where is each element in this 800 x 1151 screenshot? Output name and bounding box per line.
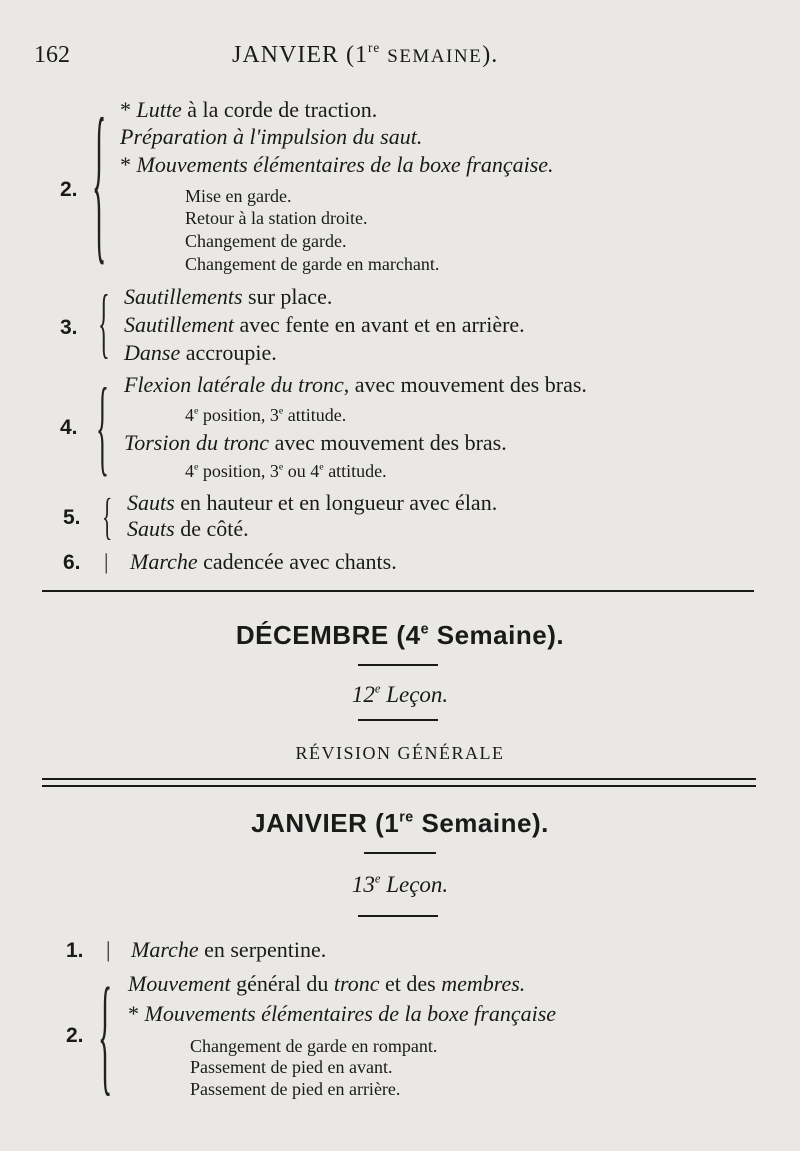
jan-item-2-line-2	[128, 1001, 556, 1027]
exercise-name: Préparation à l'impulsion du saut.	[120, 124, 423, 149]
exercise-name: Flexion latérale du tronc	[124, 372, 344, 397]
item-2-sub-3: Changement de garde.	[185, 231, 347, 251]
sub-text: 4	[185, 461, 194, 481]
exercise-detail: sur place.	[242, 284, 333, 309]
section-rule	[42, 590, 754, 592]
exercise-detail: avec mouvement des bras.	[269, 430, 507, 455]
exercise-name: Sautillements	[124, 284, 243, 309]
exercise-name: Mouvements élémentaires de la boxe française.	[136, 152, 554, 177]
sub-text: position, 3	[198, 461, 279, 481]
heading-week-sup: re	[399, 809, 414, 826]
exercise-detail: en hauteur et en longueur avec élan.	[174, 490, 498, 515]
lecon-number: 13	[351, 872, 375, 897]
item-3-line-1	[124, 284, 332, 310]
heading-month: DÉCEMBRE	[235, 620, 389, 650]
exercise-detail: accroupie.	[180, 340, 277, 365]
lecon-sup: e	[374, 871, 381, 886]
exercise-name: Sauts	[127, 490, 175, 515]
section-heading-december: DÉCEMBRE (4e Semaine).	[235, 620, 565, 650]
section-heading-january: JANVIER (1re Semaine).	[251, 808, 549, 838]
exercise-detail: à la corde de traction.	[181, 97, 378, 122]
jan-item-2-sub-1: Changement de garde en rompant.	[190, 1036, 438, 1056]
jan-item-2-number: 2.	[66, 1024, 84, 1047]
exercise-detail: cadencée avec chants.	[197, 549, 397, 574]
exercise-detail: en serpentine.	[198, 937, 327, 962]
exercise-name: tronc	[333, 971, 380, 996]
exercise-name: Sauts	[127, 516, 175, 541]
sub-text: attitude.	[283, 405, 347, 425]
lecon-word: Leçon.	[386, 872, 449, 897]
exercise-name: Sautillement	[124, 312, 234, 337]
exercise-name: Danse	[124, 340, 181, 365]
jan-item-1-number: 1.	[66, 939, 84, 962]
item-2-sub-2: Retour à la station droite.	[185, 208, 368, 228]
lecon-word: Leçon.	[386, 682, 449, 707]
item-5-line-2	[127, 516, 249, 542]
running-header-week-sup: re	[368, 40, 381, 56]
item-2-line-3	[120, 152, 554, 178]
jan-item-1-line	[131, 937, 326, 963]
heading-month: JANVIER	[251, 808, 368, 838]
sub-text: 4	[185, 405, 194, 425]
revision-generale: RÉVISION GÉNÉRALE	[295, 743, 505, 763]
brace-item-3: {	[98, 278, 110, 366]
item-3-line-3	[124, 340, 277, 366]
exercise-name: Marche	[130, 549, 198, 574]
exercise-detail: , avec mouvement des bras.	[343, 372, 587, 397]
item-4-sub-2	[185, 461, 387, 482]
exercise-detail: avec fente en avant et en arrière.	[233, 312, 525, 337]
item-2-number: 2.	[60, 178, 78, 201]
heading-week-word: Semaine	[421, 808, 532, 838]
item-4-sub-1	[185, 405, 346, 426]
sub-text: ou 4	[283, 461, 320, 481]
item-4-number: 4.	[60, 416, 78, 439]
brace-item-5: {	[102, 487, 113, 545]
exercise-name: Mouvements élémentaires de la boxe française	[144, 1001, 557, 1026]
double-rule-bottom	[42, 785, 756, 787]
item-2-line-2	[120, 124, 422, 150]
running-header-week-number: 1	[355, 42, 368, 68]
lecon-title-13	[0, 872, 800, 898]
short-rule	[364, 852, 436, 854]
running-header-week-word: SEMAINE	[387, 46, 483, 67]
lecon-sup: e	[374, 681, 381, 696]
exercise-name: membres.	[441, 971, 526, 996]
item-5-line-1	[127, 490, 497, 516]
running-header-month: JANVIER	[232, 42, 339, 68]
sub-sup: e	[278, 461, 284, 473]
sub-text: attitude.	[323, 461, 387, 481]
exercise-detail: et des	[379, 971, 442, 996]
short-rule	[358, 915, 438, 917]
exercise-name: Lutte	[136, 97, 182, 122]
sub-sup: e	[194, 405, 199, 417]
short-rule	[358, 664, 438, 666]
running-header: JANVIER (1re SEMAINE).	[232, 40, 499, 68]
exercise-detail: général du	[230, 971, 334, 996]
item-2-sub-4: Changement de garde en marchant.	[185, 254, 440, 274]
lecon-title-12	[0, 682, 800, 708]
sub-sup: e	[319, 461, 324, 473]
brace-item-2: {	[92, 82, 107, 281]
item-3-line-2	[124, 312, 525, 338]
star-marker: *	[128, 1001, 139, 1026]
sub-text: position, 3	[198, 405, 279, 425]
sub-sup: e	[278, 405, 284, 417]
item-6-bar: |	[104, 549, 109, 574]
exercise-detail: de côté.	[174, 516, 249, 541]
item-5-number: 5.	[63, 506, 81, 529]
item-2-line-1	[120, 97, 377, 123]
item-2-sub-1: Mise en garde.	[185, 186, 292, 206]
jan-item-2-line-1	[128, 971, 525, 997]
item-6-number: 6.	[63, 551, 81, 574]
exercise-name: Mouvement	[128, 971, 231, 996]
heading-week-number: 1	[384, 808, 400, 838]
item-4-line-2	[124, 430, 507, 456]
item-4-line-1	[124, 372, 587, 398]
star-marker: *	[120, 97, 131, 122]
star-marker: *	[120, 152, 131, 177]
exercise-name: Marche	[131, 937, 199, 962]
heading-week-number: 4	[405, 620, 421, 650]
brace-item-4: {	[96, 366, 109, 486]
double-rule-top	[42, 778, 756, 780]
item-3-number: 3.	[60, 316, 78, 339]
heading-week-word: Semaine	[436, 620, 548, 650]
short-rule	[358, 719, 438, 721]
jan-brace-item-2: {	[98, 960, 113, 1108]
jan-item-1-bar: |	[106, 937, 111, 962]
heading-week-sup: e	[420, 621, 430, 638]
page-number: 162	[34, 42, 70, 68]
lecon-number: 12	[351, 682, 375, 707]
jan-item-2-sub-2: Passement de pied en avant.	[190, 1057, 393, 1077]
exercise-name: Torsion du tronc	[124, 430, 270, 455]
jan-item-2-sub-3: Passement de pied en arrière.	[190, 1079, 401, 1099]
item-6-line	[130, 549, 397, 575]
sub-sup: e	[194, 461, 199, 473]
